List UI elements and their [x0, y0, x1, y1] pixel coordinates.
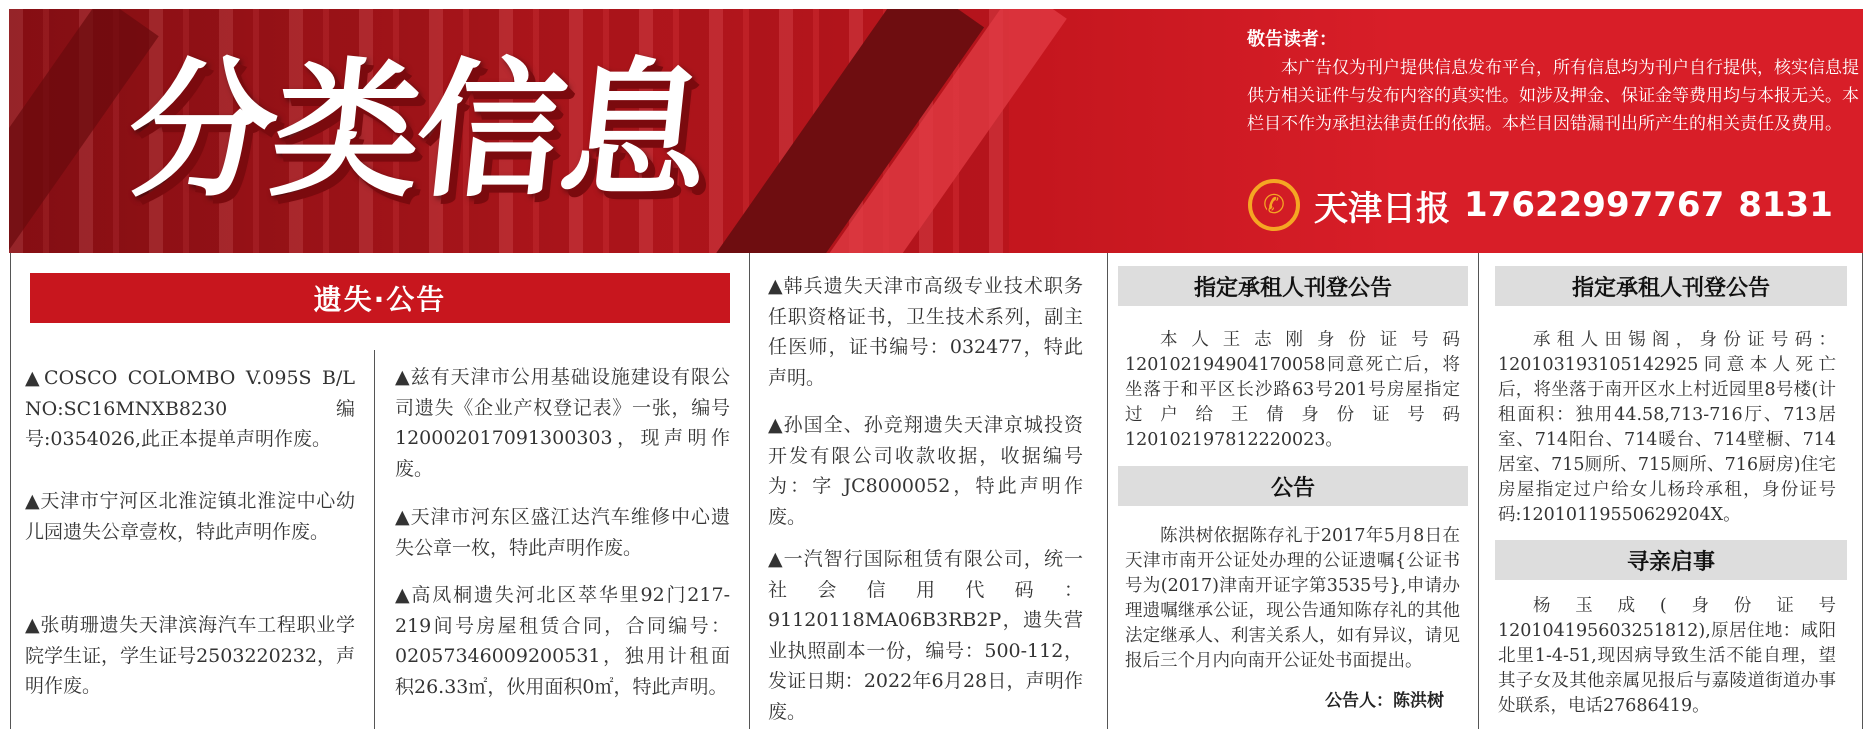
contact-line: [1248, 175, 1833, 235]
phone-icon: ✆: [1248, 179, 1300, 231]
public-notice-header: 公告: [1118, 466, 1468, 506]
notice-item: ▲韩兵遗失天津市高级专业技术职务任职资格证书，卫生技术系列，副主任医师，证书编号：032477，特此声明。: [768, 275, 1083, 389]
notice-item: ▲天津市河东区盛江达汽车维修中心遗失公章一枚，特此声明作废。: [395, 506, 730, 559]
notice-item: ▲高凤桐遗失河北区萃华里92门217-219间号房屋租赁合同，合同编号：02057346009200531，独用计租面积26.33㎡，伙用面积0㎡，特此声明。: [395, 584, 730, 698]
public-notice-text: 陈洪树依据陈存礼于2017年5月8日在天津市南开公证处办理的公证遗嘱{公证书号为(2017)津南开证字第3535号},申请办理遗嘱继承公证，现公告通知陈存礼的其他法定继承人、利害关系人，如有异议，请见报后三个月内向南开公证处书面提出。: [1125, 526, 1460, 671]
reader-notice: [1247, 26, 1862, 138]
notice-heading: 敬告读者：: [1247, 29, 1337, 50]
notice-item: ▲孙国全、孙竞翔遗失天津京城投资开发有限公司收款收据，收据编号为：字 JC8000052，特此声明作废。: [768, 414, 1083, 528]
notice-item: ▲兹有天津市公用基础设施建设有限公司遗失《企业产权登记表》一张，编号 120002017091300303，现声明作废。: [395, 366, 730, 480]
notice-item: ▲COSCO COLOMBO V.095S B/L NO:SC16MNXB8230 编号:0354026,此正本提单声明作废。: [25, 367, 355, 450]
column-divider: [1478, 253, 1479, 729]
tenant-notice-text: 承租人田锡阁，身份证号码：120103193105142925同意本人死亡后，将坐落于南开区水上村近园里8号楼(计租面积：独用44.58,713-716厅、713居室、714阳台、714暖台、714壁橱、714居室、715厕所、715厕所、716厨房)住宅房屋指定过户给女儿杨玲承租，身份证号码:12010119550629204X。: [1498, 330, 1836, 525]
section-title: 分类信息: [119, 45, 715, 217]
notice-signature: 公告人：陈洪树: [1325, 691, 1444, 711]
paper-name: 天津日报: [1314, 188, 1450, 229]
lost-notice-header: 遗失·公告: [30, 273, 730, 323]
column-divider: [749, 253, 750, 729]
family-search-header: 寻亲启事: [1495, 540, 1847, 580]
tenant-notice-header: 指定承租人刊登公告: [1495, 266, 1847, 306]
notice-item: ▲张萌珊遗失天津滨海汽车工程职业学院学生证，学生证号2503220232，声明作废。: [25, 614, 355, 697]
tenant-notice-text: 本人王志刚身份证号码120102194904170058同意死亡后，将坐落于和平区长沙路63号201号房屋指定过户给王倩身份证号码120102197812220023。: [1125, 330, 1460, 450]
column-divider: [374, 350, 375, 729]
notice-body: 本广告仅为刊户提供信息发布平台，所有信息均为刊户自行提供，核实信息提供方相关证件与发布内容的真实性。如涉及押金、保证金等费用均与本报无关。本栏目不作为承担法律责任的依据。本栏目因错漏刊出所产生的相关责任及费用。: [1247, 58, 1859, 134]
phone-number-1: 17622997767: [1464, 185, 1725, 225]
column-divider: [10, 253, 11, 729]
column-divider: [1107, 253, 1108, 729]
phone-number-2: 8131: [1738, 185, 1833, 225]
tenant-notice-header: 指定承租人刊登公告: [1118, 266, 1468, 306]
notice-item: ▲天津市宁河区北淮淀镇北淮淀中心幼儿园遗失公章壹枚，特此声明作废。: [25, 490, 355, 543]
family-search-text: 杨玉成(身份证号120104195603251812),原居住地：咸阳北里1-4-51,现因病导致生活不能自理，望其子女及其他亲属见报后与嘉陵道街道办事处联系，电话27686419。: [1498, 596, 1836, 716]
notice-item: ▲一汽智行国际租赁有限公司，统一社会信用代码：91120118MA06B3RB2P，遗失营业执照副本一份，编号：500-112，发证日期：2022年6月28日，声明作废。: [768, 548, 1083, 723]
